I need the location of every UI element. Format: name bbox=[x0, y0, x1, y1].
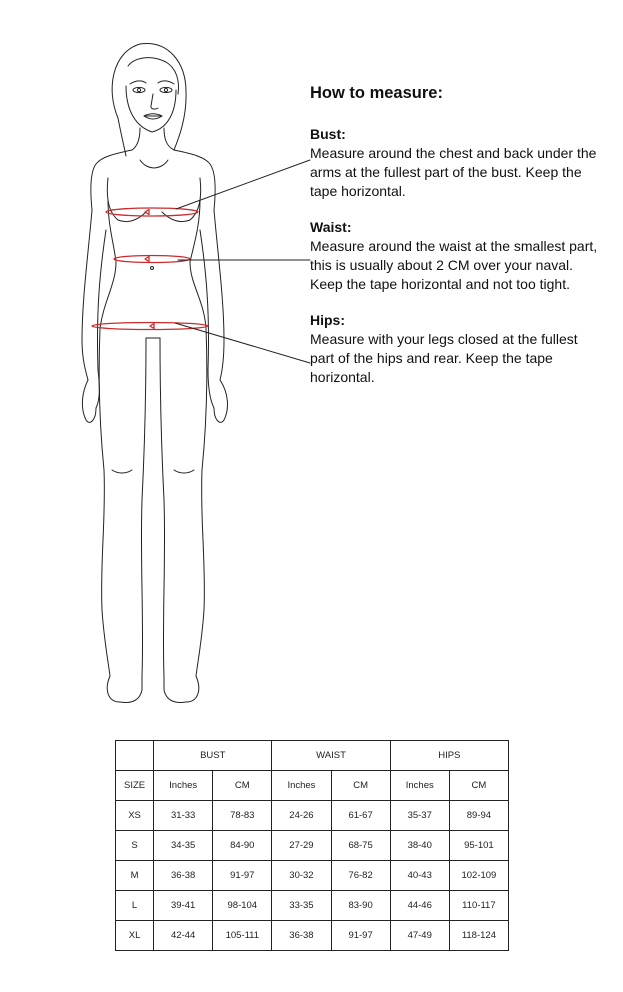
subheader-hips-cm: CM bbox=[449, 771, 508, 801]
table-cell: 68-75 bbox=[331, 831, 390, 861]
waist-heading: Waist: bbox=[310, 219, 352, 235]
waist-text: Measure around the waist at the smallest part, this is usually about 2 CM over your naval. Keep the tape horizontal and not too tight. bbox=[310, 238, 598, 292]
size-cell: S bbox=[116, 831, 154, 861]
waist-section bbox=[310, 218, 600, 294]
table-cell: 36-38 bbox=[272, 921, 331, 951]
table-cell: 105-111 bbox=[213, 921, 272, 951]
table-row bbox=[116, 891, 509, 921]
waist-tape bbox=[114, 256, 190, 263]
hips-heading: Hips: bbox=[310, 312, 345, 328]
bust-tape bbox=[106, 208, 198, 216]
table-cell: 40-43 bbox=[390, 861, 449, 891]
subheader-hips-inches: Inches bbox=[390, 771, 449, 801]
measure-instructions bbox=[310, 84, 600, 404]
subheader-waist-inches: Inches bbox=[272, 771, 331, 801]
table-cell: 27-29 bbox=[272, 831, 331, 861]
table-cell: 33-35 bbox=[272, 891, 331, 921]
size-cell: L bbox=[116, 891, 154, 921]
table-cell: 61-67 bbox=[331, 801, 390, 831]
table-cell: 83-90 bbox=[331, 891, 390, 921]
size-cell: XL bbox=[116, 921, 154, 951]
table-cell: 76-82 bbox=[331, 861, 390, 891]
table-row bbox=[116, 831, 509, 861]
bust-heading: Bust: bbox=[310, 126, 346, 142]
table-row bbox=[116, 861, 509, 891]
table-cell: 95-101 bbox=[449, 831, 508, 861]
subheader-bust-cm: CM bbox=[213, 771, 272, 801]
table-cell: 89-94 bbox=[449, 801, 508, 831]
group-header-bust: BUST bbox=[154, 741, 272, 771]
bust-text: Measure around the chest and back under the arms at the fullest part of the bust. Keep the tape horizontal. bbox=[310, 145, 597, 199]
table-cell: 35-37 bbox=[390, 801, 449, 831]
table-cell: 36-38 bbox=[154, 861, 213, 891]
table-row bbox=[116, 801, 509, 831]
figure-outline bbox=[82, 44, 227, 703]
size-chart-table bbox=[115, 740, 509, 951]
leader-lines bbox=[175, 160, 310, 363]
table-cell: 47-49 bbox=[390, 921, 449, 951]
instructions-title: How to measure: bbox=[310, 84, 443, 102]
table-cell: 34-35 bbox=[154, 831, 213, 861]
table-cell: 44-46 bbox=[390, 891, 449, 921]
table-cell: 38-40 bbox=[390, 831, 449, 861]
group-header-row bbox=[116, 741, 509, 771]
table-cell: 31-33 bbox=[154, 801, 213, 831]
table-cell: 39-41 bbox=[154, 891, 213, 921]
table-cell: 42-44 bbox=[154, 921, 213, 951]
hips-text: Measure with your legs closed at the fullest part of the hips and rear. Keep the tape horizontal. bbox=[310, 331, 578, 385]
size-cell: M bbox=[116, 861, 154, 891]
group-header-hips: HIPS bbox=[390, 741, 508, 771]
table-cell: 91-97 bbox=[213, 861, 272, 891]
subheader-row bbox=[116, 771, 509, 801]
hips-leader bbox=[175, 323, 310, 363]
size-cell: XS bbox=[116, 801, 154, 831]
table-cell: 30-32 bbox=[272, 861, 331, 891]
subheader-size: SIZE bbox=[116, 771, 154, 801]
hips-section bbox=[310, 311, 600, 387]
table-cell: 91-97 bbox=[331, 921, 390, 951]
subheader-bust-inches: Inches bbox=[154, 771, 213, 801]
table-cell: 118-124 bbox=[449, 921, 508, 951]
table-cell: 98-104 bbox=[213, 891, 272, 921]
bust-leader bbox=[176, 160, 310, 209]
table-cell: 78-83 bbox=[213, 801, 272, 831]
table-row bbox=[116, 921, 509, 951]
table-cell: 110-117 bbox=[449, 891, 508, 921]
subheader-waist-cm: CM bbox=[331, 771, 390, 801]
bust-section bbox=[310, 125, 600, 201]
table-cell: 102-109 bbox=[449, 861, 508, 891]
table-cell: 84-90 bbox=[213, 831, 272, 861]
corner-cell bbox=[116, 741, 154, 771]
table-cell: 24-26 bbox=[272, 801, 331, 831]
group-header-waist: WAIST bbox=[272, 741, 390, 771]
